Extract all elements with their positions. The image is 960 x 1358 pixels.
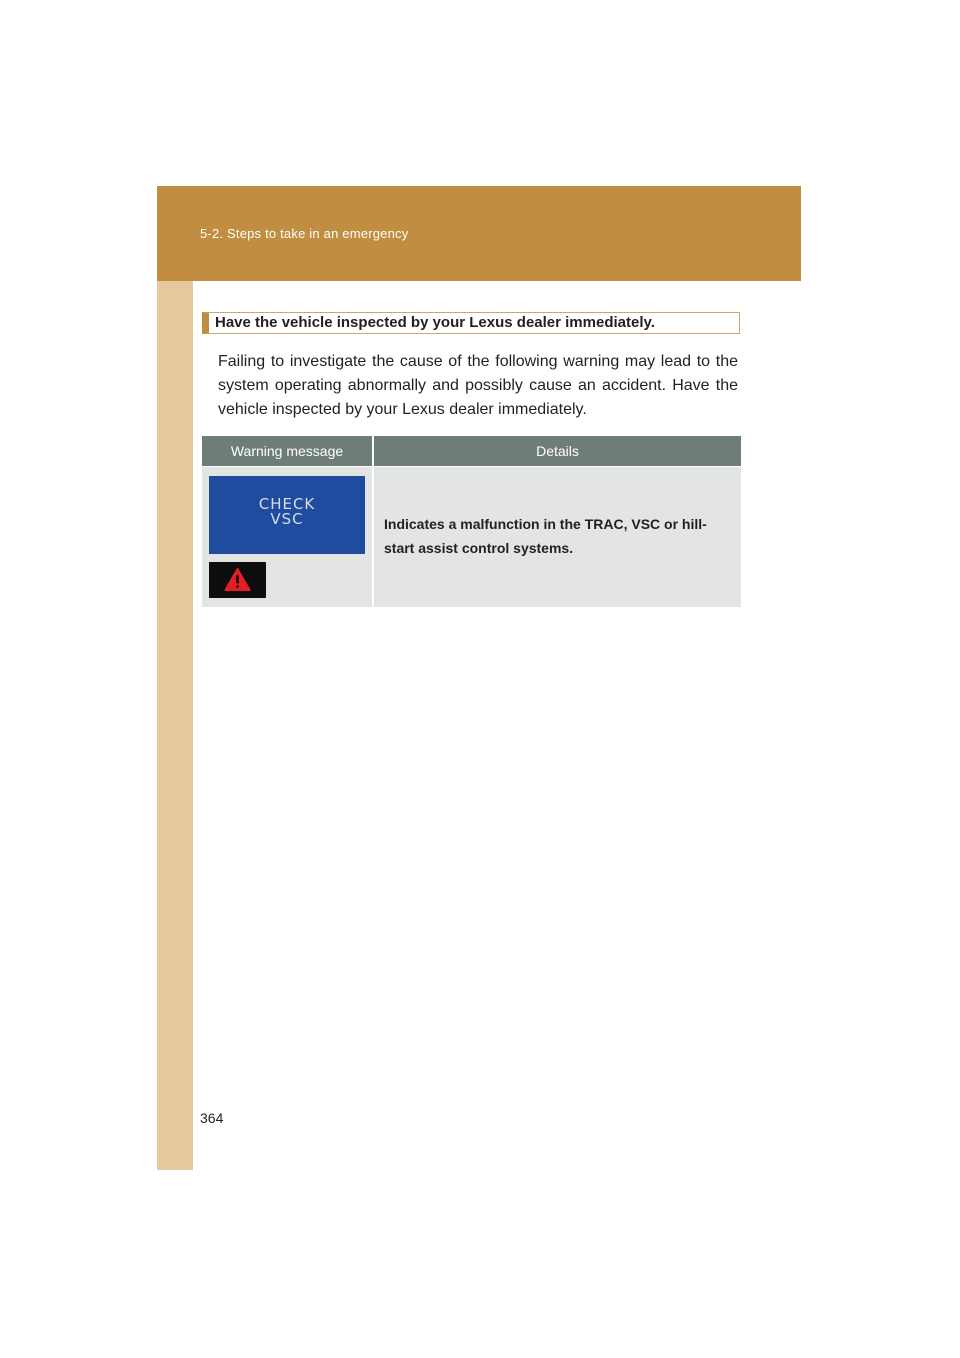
warning-message-cell <box>202 467 372 607</box>
display-line-1: CHECK <box>258 495 316 513</box>
side-strip <box>157 186 193 1170</box>
table-header-warning-message: Warning message <box>202 436 372 466</box>
details-text: Indicates a malfunction in the TRAC, VSC or hill-start assist control systems. <box>384 516 707 556</box>
section-title: 5-2. Steps to take in an emergency <box>200 226 409 241</box>
check-vsc-display <box>209 476 365 554</box>
intro-paragraph: Failing to investigate the cause of the following warning may lead to the system operating abnormally and possibly cause an accident. Have the vehicle inspected by your Lexus dealer immediately. <box>218 353 738 418</box>
section-heading: Have the vehicle inspected by your Lexus dealer immediately. <box>215 314 655 331</box>
display-line-2: VSC <box>270 510 304 528</box>
page-number: 364 <box>200 1110 224 1126</box>
table-header-details: Details <box>374 436 741 466</box>
master-warning-icon <box>209 562 266 598</box>
details-cell <box>374 467 741 607</box>
warning-triangle-icon <box>224 567 251 592</box>
check-vsc-display-text <box>209 497 365 527</box>
warning-table <box>202 436 741 607</box>
